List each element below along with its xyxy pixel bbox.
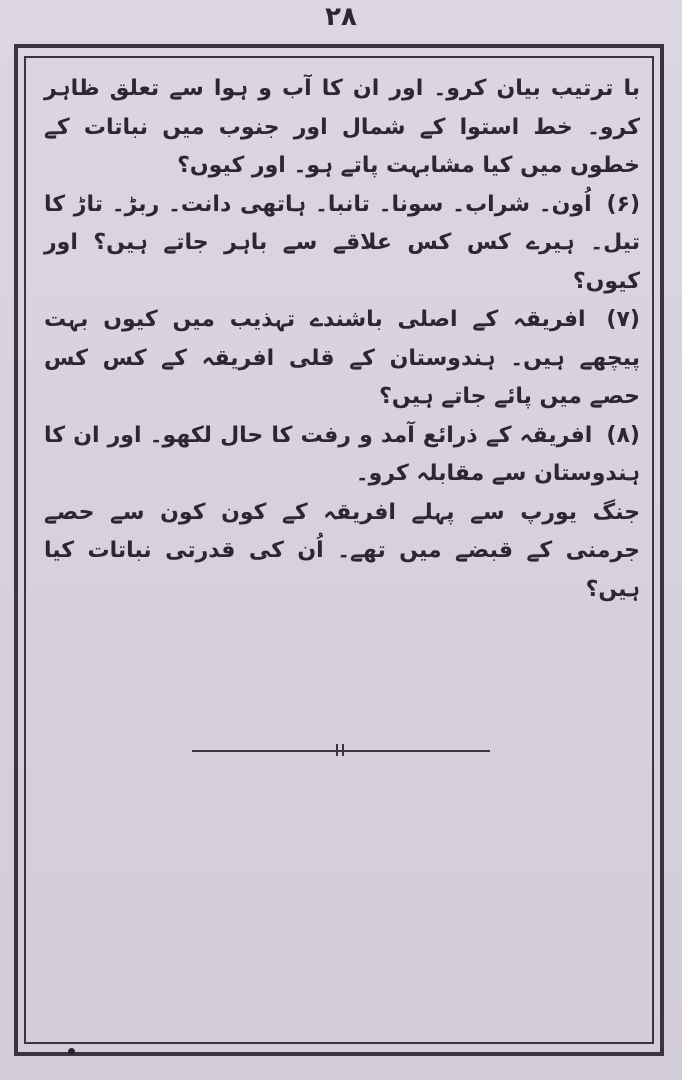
ink-mark <box>68 1048 75 1055</box>
question-text: افریقہ کے ذرائع آمد و رفت کا حال لکھو۔ اور ان کا ہندوستان سے مقابلہ کرو۔ <box>44 422 640 486</box>
question-text: اُون۔ شراب۔ سونا۔ تانبا۔ ہاتھی دانت۔ ربڑ۔ تاڑ کا تیل۔ ہیرے کس کس علاقے سے باہر جاتے ہیں؟ اور کیوں؟ <box>44 191 640 294</box>
divider-ornament <box>336 744 344 756</box>
question-number: (۶) <box>606 191 640 217</box>
question-number: (۷) <box>606 307 640 332</box>
question-8 <box>44 417 640 494</box>
paragraph-text: با ترتیب بیان کرو۔ اور ان کا آب و ہوا سے تعلق ظاہر کرو۔ خط استوا کے شمال اور جنوب میں نباتات کے خطوں میں کیا مشابہت پاتے ہو۔ اور کیوں؟ <box>44 76 640 178</box>
question-number: (۸) <box>606 422 640 448</box>
page-number: ۲۸ <box>325 2 357 32</box>
paragraph-continuation <box>44 70 640 186</box>
question-6 <box>44 186 640 302</box>
paragraph-text: جنگ یورپ سے پہلے افریقہ کے کون کون سے حصے جرمنی کے قبضے میں تھے۔ اُن کی قدرتی نباتات کیا ہیں؟ <box>44 499 640 602</box>
questions-text <box>44 70 640 609</box>
question-text: افریقہ کے اصلی باشندے تہذیب میں کیوں بہت پیچھے ہیں۔ ہندوستان کے قلی افریقہ کے کس کس حصے میں پائے جاتے ہیں؟ <box>44 307 640 409</box>
question-7 <box>44 301 640 417</box>
paragraph-final <box>44 494 640 610</box>
